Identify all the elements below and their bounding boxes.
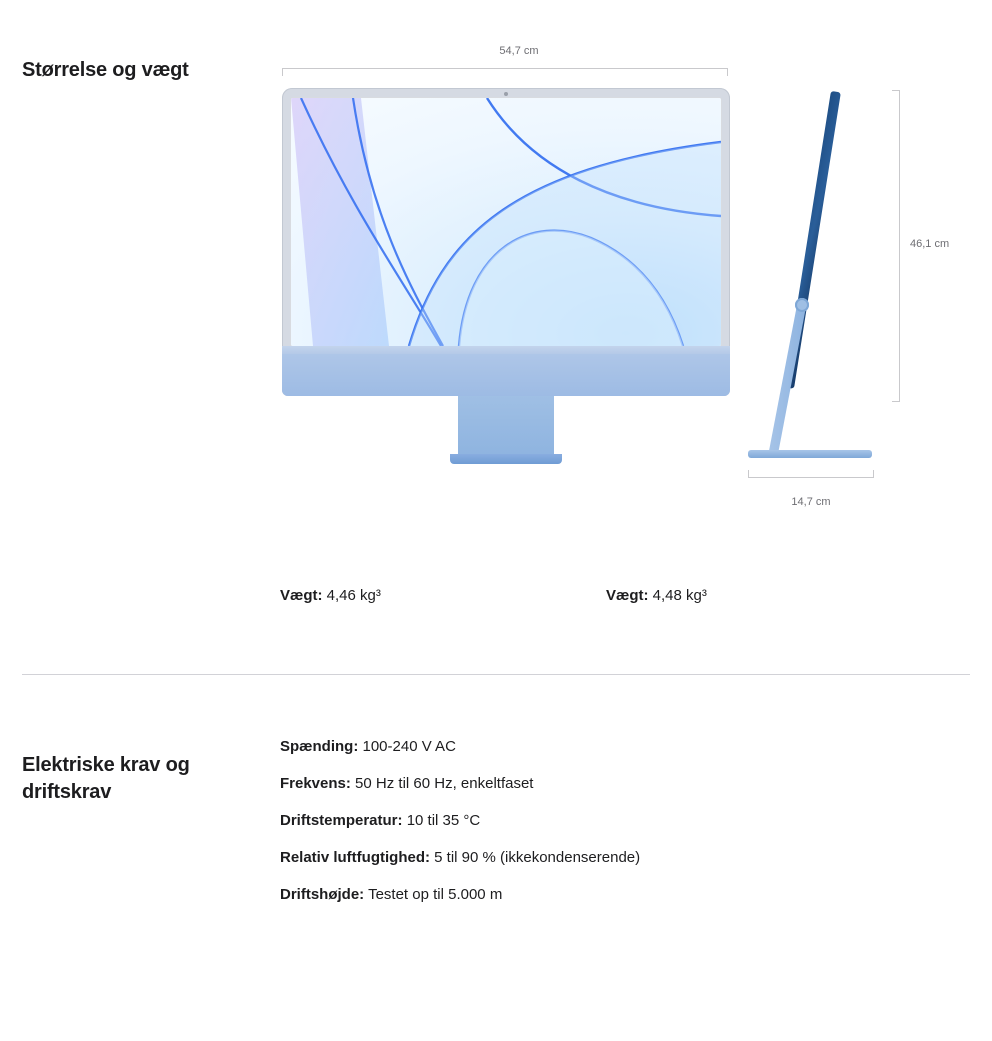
dimension-depth-label: 14,7 cm — [791, 496, 831, 508]
dimension-width-line — [282, 68, 728, 76]
display-lower-edge — [282, 346, 730, 354]
spec-label: Spænding: — [280, 738, 359, 755]
page-title-electrical-requirements: Elektriske krav og driftskrav — [22, 753, 190, 803]
weight-value: 4,46 kg³ — [326, 587, 381, 604]
spec-value: 5 til 90 % (ikkekondenserende) — [434, 849, 641, 866]
product-dimension-figure — [258, 30, 978, 550]
spec-value: 10 til 35 °C — [406, 812, 481, 829]
electrical-spec-list — [280, 736, 980, 921]
imac-side-view — [748, 88, 883, 408]
spec-label: Driftshøjde: — [280, 886, 365, 903]
list-item — [280, 736, 980, 758]
imac-stand-foot — [450, 454, 562, 464]
page-title-size-and-weight: Størrelse og vægt — [22, 58, 189, 81]
spec-label: Relativ luftfugtighed: — [280, 849, 430, 866]
weight-label: Vægt: — [606, 587, 649, 604]
imac-display — [291, 98, 721, 346]
spec-label: Driftstemperatur: — [280, 812, 403, 829]
weight-value: 4,48 kg³ — [652, 587, 707, 604]
camera-icon — [504, 92, 508, 96]
list-item — [280, 810, 980, 832]
dimension-depth-line — [748, 470, 874, 478]
spec-value: 50 Hz til 60 Hz, enkeltfaset — [355, 775, 534, 792]
dimension-height-line — [892, 90, 900, 402]
imac-front-view — [282, 88, 730, 396]
dimension-width-label: 54,7 cm — [499, 45, 539, 57]
weight-front-view — [280, 585, 381, 607]
list-item — [280, 847, 980, 869]
list-item — [280, 884, 980, 906]
weight-side-view — [606, 585, 707, 607]
weight-label: Vægt: — [280, 587, 323, 604]
imac-side-stand-neck — [766, 304, 806, 454]
imac-hinge — [795, 298, 809, 312]
imac-chin — [282, 354, 730, 396]
wallpaper-image — [291, 98, 721, 346]
spec-value: 100-240 V AC — [362, 738, 456, 755]
dimension-height-label: 46,1 cm — [910, 238, 950, 250]
imac-stand-neck — [458, 396, 554, 454]
section-divider — [22, 674, 970, 675]
list-item — [280, 773, 980, 795]
imac-enclosure — [282, 88, 730, 396]
spec-label: Frekvens: — [280, 775, 351, 792]
imac-side-stand-foot — [748, 450, 872, 458]
spec-value: Testet op til 5.000 m — [368, 886, 503, 903]
